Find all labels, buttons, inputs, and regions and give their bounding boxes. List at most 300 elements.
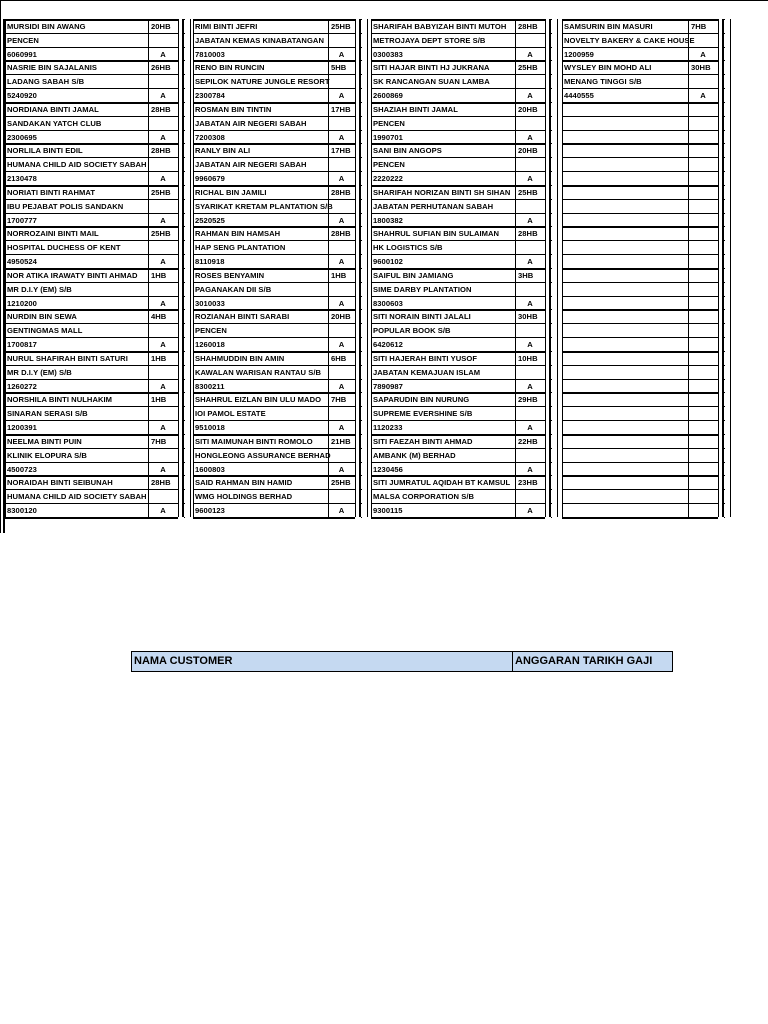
employer-code: 1600803	[195, 464, 225, 474]
employer-name: SIME DARBY PLANTATION	[373, 284, 472, 294]
status-code	[688, 338, 718, 352]
row-tick	[184, 392, 185, 393]
employer-name	[562, 324, 718, 338]
row-tick	[724, 282, 725, 283]
employer-name: METROJAYA DEPT STORE S/B	[373, 35, 486, 45]
row-tick	[361, 309, 362, 310]
row-tick	[724, 351, 725, 352]
row-tick	[724, 33, 725, 34]
status-code: A	[160, 464, 166, 474]
customer-name: NASRIE BIN SAJALANIS	[7, 63, 98, 73]
employer-code: 8300120	[7, 506, 37, 516]
sheet-top-border	[0, 0, 768, 1]
employer-code: 8110918	[195, 257, 225, 267]
pay-day: 7HB	[331, 395, 347, 405]
pay-day: 7HB	[691, 22, 707, 31]
customer-name: NURUL SHAFIRAH BINTI SATURI	[7, 353, 128, 363]
status-code: A	[338, 506, 345, 516]
status-code: A	[338, 132, 345, 142]
status-code	[688, 255, 718, 269]
customer-name	[562, 103, 688, 117]
employer-code: 4500723	[7, 464, 37, 474]
customer-name: SAIFUL BIN JAMIANG	[373, 270, 454, 280]
pay-day: 1HB	[151, 270, 167, 280]
employer-code: 1260018	[195, 340, 225, 350]
status-code: A	[527, 257, 533, 267]
row-tick	[184, 517, 185, 518]
row-tick	[551, 60, 552, 61]
customer-name: SITI HAJERAH BINTI YUSOF	[373, 353, 478, 363]
pay-day: 28HB	[151, 478, 171, 488]
employer-name: JABATAN KEMAS KINABATANGAN	[195, 35, 324, 45]
pay-day: 7HB	[151, 436, 167, 446]
pay-day	[688, 144, 718, 158]
spacer-line	[722, 19, 724, 517]
row-tick	[361, 392, 362, 393]
row-tick	[551, 475, 552, 476]
column-line	[178, 19, 179, 517]
row-tick	[724, 309, 725, 310]
employer-name: GENTINGMAS MALL	[7, 326, 83, 336]
employer-code: 3010033	[195, 298, 225, 308]
status-code	[688, 214, 718, 228]
employer-code: 6060991	[7, 49, 37, 59]
employer-code: 1230456	[373, 464, 403, 474]
row-tick	[184, 475, 185, 476]
spacer-line	[367, 19, 368, 517]
row-tick	[551, 282, 552, 283]
row-tick	[724, 60, 725, 61]
employer-code: 1990701	[373, 132, 403, 142]
row-tick	[551, 337, 552, 338]
row-tick	[724, 475, 725, 476]
pay-day: 29HB	[518, 395, 538, 405]
row-tick	[551, 379, 552, 380]
row-tick	[724, 226, 725, 227]
row-tick	[551, 406, 552, 407]
row-tick	[184, 462, 185, 463]
customer-name: SHAZIAH BINTI JAMAL	[373, 104, 458, 114]
employer-code: 2520525	[195, 215, 225, 225]
employer-name: HUMANA CHILD AID SOCIETY SABAH	[7, 160, 147, 170]
row-tick	[361, 406, 362, 407]
pay-day: 30HB	[518, 312, 538, 322]
employer-code: 1700817	[7, 340, 37, 350]
row-tick	[551, 143, 552, 144]
status-code	[688, 131, 718, 145]
status-code: A	[160, 174, 166, 184]
pay-day	[688, 352, 718, 366]
spacer-line	[730, 19, 731, 517]
row-tick	[184, 47, 185, 48]
row-tick	[361, 185, 362, 186]
employer-name: NOVELTY BAKERY & CAKE HOUSE	[564, 35, 695, 45]
status-code: A	[160, 49, 166, 59]
customer-name	[562, 435, 688, 449]
customer-name	[562, 227, 688, 241]
row-tick	[551, 33, 552, 34]
status-code: A	[160, 132, 166, 142]
row-tick	[551, 420, 552, 421]
customer-name: RICHAL BIN JAMILI	[195, 187, 267, 197]
row-tick	[361, 60, 362, 61]
row-tick	[184, 102, 185, 103]
status-code: A	[160, 381, 166, 391]
row-tick	[724, 74, 725, 75]
customer-name: WYSLEY BIN MOHD ALI	[564, 63, 652, 73]
employer-name: POPULAR BOOK S/B	[373, 326, 451, 336]
employer-code	[562, 297, 688, 311]
customer-name: SANI BIN ANGOPS	[373, 146, 442, 156]
anggaran-tarikh-gaji-header: ANGGARAN TARIKH GAJI	[512, 651, 673, 672]
row-tick	[551, 448, 552, 449]
row-tick	[551, 254, 552, 255]
status-code: A	[338, 49, 345, 59]
status-code	[688, 463, 718, 477]
customer-name	[562, 393, 688, 407]
status-code	[688, 172, 718, 186]
row-tick	[184, 434, 185, 435]
employer-code: 4440555	[564, 91, 594, 101]
row-tick	[551, 199, 552, 200]
status-code: A	[700, 49, 706, 59]
employer-code: 7890987	[373, 381, 403, 391]
employer-code: 9960679	[195, 174, 225, 184]
row-tick	[551, 185, 552, 186]
pay-day: 28HB	[518, 229, 538, 239]
status-code: A	[160, 340, 166, 350]
customer-name: NORAIDAH BINTI SEIBUNAH	[7, 478, 113, 488]
row-tick	[361, 254, 362, 255]
row-tick	[361, 102, 362, 103]
row-tick	[361, 365, 362, 366]
row-tick	[361, 296, 362, 297]
row-tick	[184, 268, 185, 269]
employer-code	[562, 380, 688, 394]
employer-code: 8300211	[195, 381, 225, 391]
employer-code	[562, 338, 688, 352]
customer-name	[562, 476, 688, 490]
customer-name	[562, 310, 688, 324]
row-tick	[724, 130, 725, 131]
row-tick	[551, 47, 552, 48]
customer-name: RENO BIN RUNCIN	[195, 63, 265, 73]
employer-name	[562, 200, 718, 214]
customer-name: ROSES BENYAMIN	[195, 270, 265, 280]
row-tick	[184, 337, 185, 338]
row-tick	[184, 420, 185, 421]
status-code: A	[527, 298, 533, 308]
employer-name: SUPREME EVERSHINE S/B	[373, 409, 473, 419]
status-code: A	[338, 381, 345, 391]
row-tick	[551, 240, 552, 241]
status-code: A	[527, 49, 533, 59]
employer-name	[562, 366, 718, 380]
row-tick	[361, 47, 362, 48]
column-line	[355, 19, 356, 517]
pay-day: 25HB	[151, 187, 171, 197]
status-code: A	[527, 506, 533, 516]
row-tick	[361, 213, 362, 214]
customer-name: NORLILA BINTI EDIL	[7, 146, 83, 156]
pay-day	[688, 186, 718, 200]
employer-name: PENCEN	[373, 118, 405, 128]
row-tick	[724, 88, 725, 89]
row-tick	[361, 448, 362, 449]
pay-day	[688, 103, 718, 117]
pay-day: 17HB	[331, 104, 351, 114]
customer-name: SHAHMUDDIN BIN AMIN	[195, 353, 285, 363]
row-tick	[361, 268, 362, 269]
employer-code: 2600869	[373, 91, 403, 101]
pay-day: 5HB	[331, 63, 347, 73]
employer-name	[562, 283, 718, 297]
row-tick	[361, 462, 362, 463]
spacer-line	[359, 19, 361, 517]
customer-name: MURSIDI BIN AWANG	[7, 22, 86, 31]
employer-code: 0300383	[373, 49, 403, 59]
customer-name: NORSHILA BINTI NULHAKIM	[7, 395, 113, 405]
pay-day: 4HB	[151, 312, 167, 322]
employer-name: HK LOGISTICS S/B	[373, 243, 443, 253]
row-tick	[361, 116, 362, 117]
status-code: A	[527, 464, 533, 474]
pay-day: 28HB	[331, 229, 351, 239]
customer-name: SAID RAHMAN BIN HAMID	[195, 478, 293, 488]
row-tick	[724, 337, 725, 338]
status-code	[688, 504, 718, 518]
row-tick	[551, 434, 552, 435]
pay-day: 28HB	[151, 104, 171, 114]
customer-name	[562, 352, 688, 366]
row-tick	[551, 116, 552, 117]
employer-name: PENCEN	[195, 326, 227, 336]
pay-day: 1HB	[151, 353, 167, 363]
employer-name: WMG HOLDINGS BERHAD	[195, 492, 293, 502]
employer-code: 7810003	[195, 49, 225, 59]
pay-day: 28HB	[518, 22, 538, 31]
row-tick	[551, 365, 552, 366]
customer-name: SITI MAIMUNAH BINTI ROMOLO	[195, 436, 313, 446]
customer-name	[562, 269, 688, 283]
customer-name: SITI HAJAR BINTI HJ JUKRANA	[373, 63, 490, 73]
employer-name: AMBANK (M) BERHAD	[373, 450, 456, 460]
employer-name	[562, 158, 718, 172]
employer-name: MR D.I.Y (EM) S/B	[7, 284, 72, 294]
employer-code: 1200959	[564, 49, 594, 59]
row-tick	[184, 88, 185, 89]
row-tick	[361, 489, 362, 490]
employer-code: 9600102	[373, 257, 403, 267]
row-tick	[551, 213, 552, 214]
row-tick	[184, 351, 185, 352]
status-code: A	[338, 298, 345, 308]
employer-name: SINARAN SERASI S/B	[7, 409, 88, 419]
employer-name: HUMANA CHILD AID SOCIETY SABAH	[7, 492, 147, 502]
employer-name: SK RANCANGAN SUAN LAMBA	[373, 77, 490, 87]
row-tick	[184, 282, 185, 283]
pay-day: 1HB	[151, 395, 167, 405]
column-line	[718, 19, 719, 517]
pay-day: 25HB	[151, 229, 171, 239]
employer-code: 2220222	[373, 174, 403, 184]
row-tick	[551, 102, 552, 103]
spacer-line	[182, 19, 184, 517]
row-tick	[724, 268, 725, 269]
employer-name: MALSA CORPORATION S/B	[373, 492, 475, 502]
employer-name: SEPILOK NATURE JUNGLE RESORT	[195, 77, 330, 87]
row-tick	[184, 60, 185, 61]
row-tick	[361, 517, 362, 518]
employer-code	[562, 172, 688, 186]
employer-name	[562, 117, 718, 131]
customer-name: NURDIN BIN SEWA	[7, 312, 77, 322]
status-code: A	[527, 174, 533, 184]
status-code: A	[527, 132, 533, 142]
pay-day	[688, 476, 718, 490]
employer-name: MR D.I.Y (EM) S/B	[7, 367, 72, 377]
pay-day: 22HB	[518, 436, 538, 446]
customer-name: SITI JUMRATUL AQIDAH BT KAMSUL	[373, 478, 511, 488]
status-code: A	[338, 215, 345, 225]
row-tick	[184, 19, 185, 20]
status-code	[688, 380, 718, 394]
row-tick	[724, 47, 725, 48]
row-tick	[184, 489, 185, 490]
row-tick	[551, 226, 552, 227]
employer-name	[562, 241, 718, 255]
row-tick	[361, 434, 362, 435]
employer-code: 2130478	[7, 174, 37, 184]
employer-name: JABATAN KEMAJUAN ISLAM	[373, 367, 481, 377]
status-code	[688, 297, 718, 311]
row-tick	[551, 351, 552, 352]
row-tick	[551, 517, 552, 518]
employer-name: PENCEN	[7, 35, 39, 45]
status-code: A	[338, 423, 345, 433]
employer-code: 4950524	[7, 257, 37, 267]
employer-code: 6420612	[373, 340, 403, 350]
employer-name	[562, 449, 718, 463]
pay-day: 6HB	[331, 353, 347, 363]
employer-code	[562, 255, 688, 269]
row-tick	[361, 475, 362, 476]
pay-day: 28HB	[331, 187, 351, 197]
pay-day: 25HB	[518, 187, 538, 197]
sheet-left-border	[0, 0, 1, 533]
pay-day: 20HB	[518, 104, 538, 114]
row-tick	[724, 462, 725, 463]
row-tick	[184, 240, 185, 241]
pay-day	[688, 269, 718, 283]
row-tick	[361, 33, 362, 34]
employer-name: KLINIK ELOPURA S/B	[7, 450, 87, 460]
employer-name	[562, 407, 718, 421]
row-tick	[724, 323, 725, 324]
row-tick	[724, 434, 725, 435]
row-tick	[724, 19, 725, 20]
row-tick	[361, 19, 362, 20]
row-tick	[724, 185, 725, 186]
employer-code: 2300784	[195, 91, 225, 101]
spacer-line	[190, 19, 191, 517]
status-code: A	[160, 91, 166, 101]
pay-day	[688, 393, 718, 407]
customer-name: NEELMA BINTI PUIN	[7, 436, 82, 446]
employer-code: 1700777	[7, 215, 37, 225]
row-tick	[724, 392, 725, 393]
pay-day: 20HB	[331, 312, 351, 322]
row-tick	[551, 130, 552, 131]
customer-name: RAHMAN BIN HAMSAH	[195, 229, 281, 239]
row-tick	[361, 143, 362, 144]
row-tick	[551, 19, 552, 20]
employer-name: SANDAKAN YATCH CLUB	[7, 118, 102, 128]
employer-name: HONGLEONG ASSURANCE BERHAD	[195, 450, 331, 460]
customer-name: ROSMAN BIN TINTIN	[195, 104, 272, 114]
row-tick	[551, 268, 552, 269]
status-code: A	[160, 298, 166, 308]
row-tick	[724, 116, 725, 117]
employer-code: 7200308	[195, 132, 225, 142]
row-tick	[361, 323, 362, 324]
row-tick	[184, 365, 185, 366]
row-tick	[724, 199, 725, 200]
customer-name: SITI FAEZAH BINTI AHMAD	[373, 436, 473, 446]
row-tick	[361, 157, 362, 158]
customer-name: NORIATI BINTI RAHMAT	[7, 187, 96, 197]
pay-day: 23HB	[518, 478, 538, 488]
employer-name: KAWALAN WARISAN RANTAU S/B	[195, 367, 322, 377]
status-code: A	[527, 91, 533, 101]
status-code: A	[338, 257, 345, 267]
row-tick	[184, 213, 185, 214]
row-tick	[724, 420, 725, 421]
pay-day: 30HB	[691, 63, 711, 73]
employer-name: PAGANAKAN DII S/B	[195, 284, 272, 294]
nama-customer-header: NAMA CUSTOMER	[131, 651, 513, 672]
employer-code	[562, 214, 688, 228]
row-tick	[361, 282, 362, 283]
row-tick	[551, 392, 552, 393]
status-code: A	[338, 340, 345, 350]
employer-code: 5240920	[7, 91, 37, 101]
row-tick	[184, 254, 185, 255]
employer-code: 1800382	[373, 215, 403, 225]
row-tick	[724, 489, 725, 490]
row-tick	[184, 185, 185, 186]
customer-name: ROZIANAH BINTI SARABI	[195, 312, 290, 322]
employer-name: MENANG TINGGI S/B	[564, 77, 642, 87]
row-tick	[184, 74, 185, 75]
employer-code: 1210200	[7, 298, 37, 308]
employer-code: 8300603	[373, 298, 403, 308]
row-tick	[361, 199, 362, 200]
row-tick	[724, 102, 725, 103]
row-tick	[724, 254, 725, 255]
customer-name: NORROZAINI BINTI MAIL	[7, 229, 99, 239]
employer-name	[562, 490, 718, 504]
pay-day: 25HB	[331, 22, 351, 31]
pay-day: 20HB	[151, 22, 171, 31]
row-tick	[551, 503, 552, 504]
pay-day	[688, 435, 718, 449]
pay-day: 20HB	[518, 146, 538, 156]
row-tick	[361, 379, 362, 380]
row-tick	[361, 88, 362, 89]
employer-name: JABATAN AIR NEGERI SABAH	[195, 118, 307, 128]
row-tick	[184, 503, 185, 504]
